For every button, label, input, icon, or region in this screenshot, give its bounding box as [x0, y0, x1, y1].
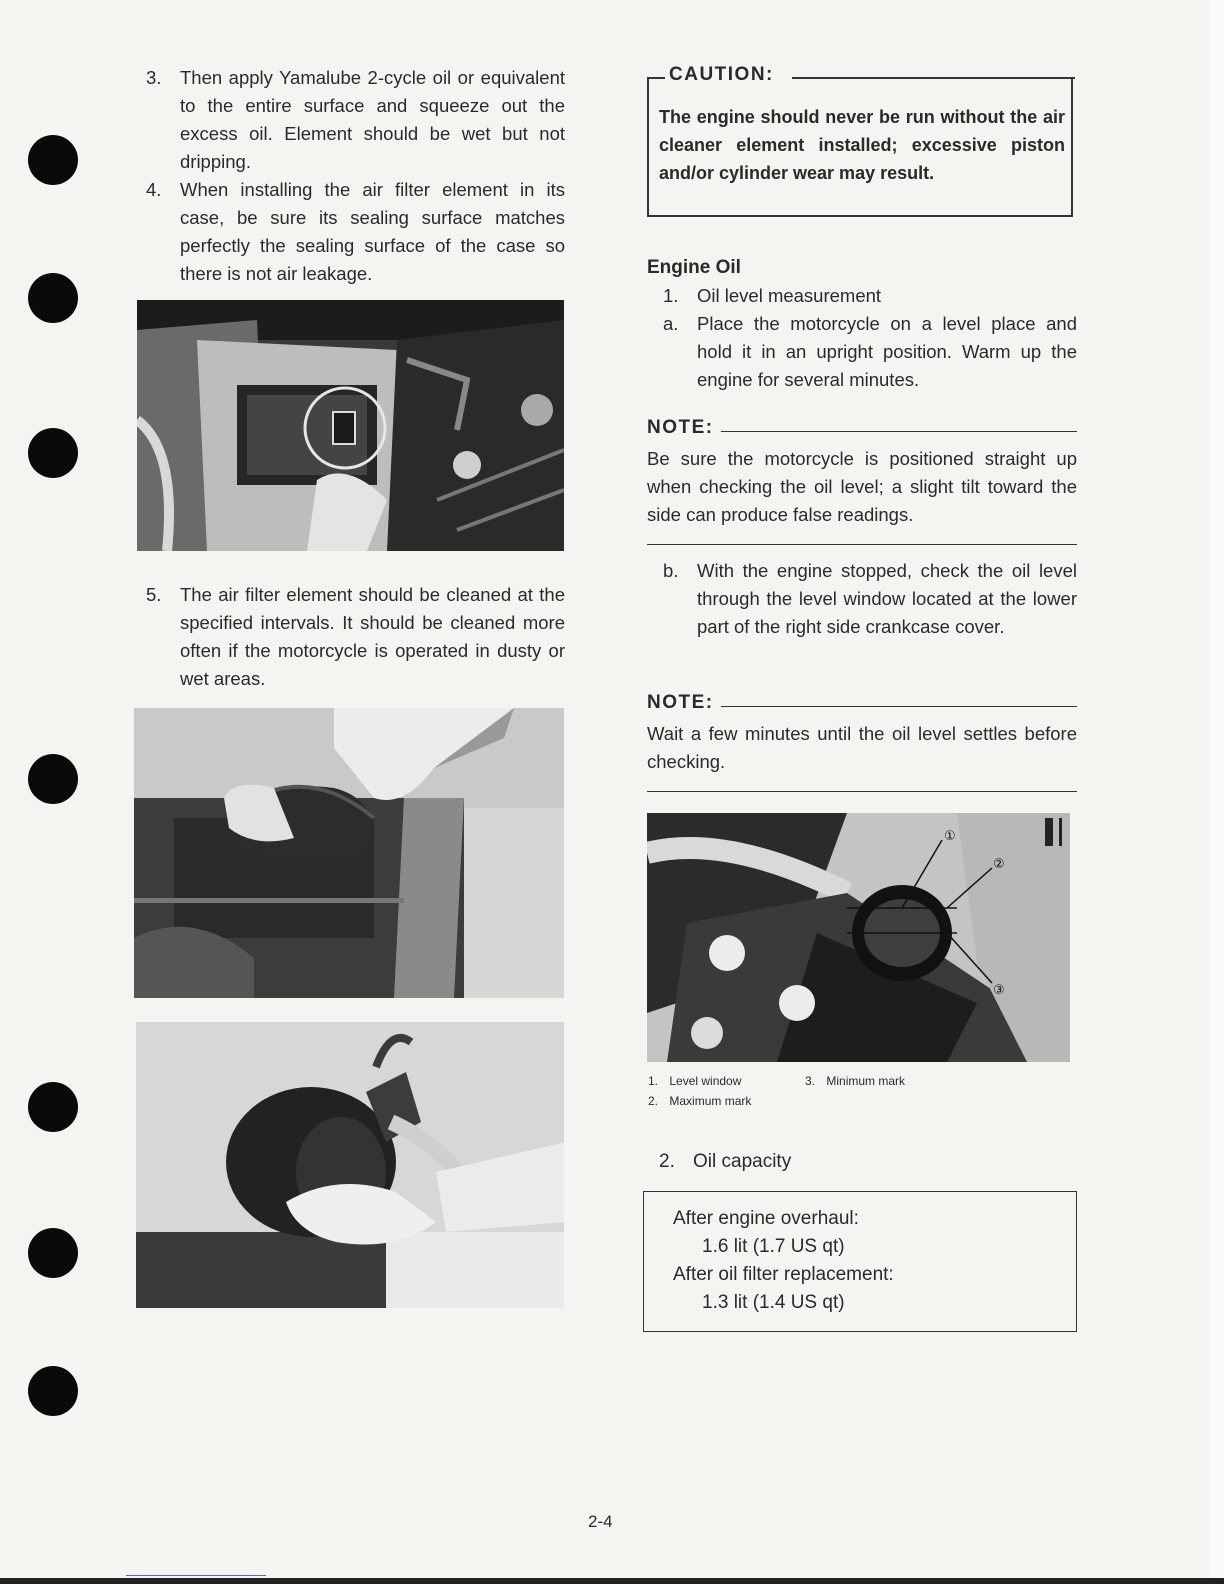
step-text: The air filter element should be cleaned at the specified intervals. It should be cleaned more often if the motorcycle is operated in dusty or wet areas.	[180, 584, 565, 689]
binder-hole	[28, 135, 78, 185]
step-3	[146, 64, 565, 176]
step-text: Then apply Yamalube 2-cycle oil or equivalent to the entire surface and squeeze out the excess oil. Element should be wet but not dripping.	[180, 67, 565, 172]
photo-air-filter-installed	[137, 300, 564, 551]
legend-item	[648, 1091, 751, 1111]
step-b-block	[647, 557, 1077, 641]
page-edge	[1210, 0, 1224, 1584]
legend-label: Level window	[669, 1074, 742, 1088]
note-text: Be sure the motorcycle is positioned straight up when checking the oil level; a slight tilt toward the side can produce false readings.	[647, 448, 1077, 525]
page-number: 2-4	[588, 1512, 613, 1531]
bottom-bar	[0, 1578, 1224, 1584]
note-2	[647, 692, 1077, 792]
legend-item	[648, 1071, 751, 1091]
note-end-rule	[647, 791, 1077, 792]
step-number: 2.	[659, 1151, 675, 1172]
step-number: 3.	[146, 67, 162, 88]
figure-legend	[805, 1071, 905, 1091]
legend-number: 2.	[648, 1094, 659, 1108]
engine-oil-heading: Engine Oil	[647, 257, 741, 278]
binder-hole	[28, 1366, 78, 1416]
legend-number: 3.	[805, 1074, 816, 1088]
legend-number: 1.	[648, 1074, 659, 1088]
callout-3: ③	[993, 983, 1005, 998]
callout-2: ②	[993, 857, 1005, 872]
step-2	[659, 1148, 959, 1176]
caution-box	[647, 77, 1073, 217]
photo-squeezing-filter	[134, 708, 564, 998]
legend-label: Maximum mark	[669, 1094, 752, 1108]
legend-item	[805, 1071, 905, 1091]
step-text: Oil capacity	[693, 1151, 792, 1172]
binder-hole	[28, 428, 78, 478]
capacity-label: After engine overhaul:	[673, 1208, 859, 1229]
step-text: When installing the air filter element in its case, be sure its sealing surface matches perfectly the sealing surface of the case so there is not air leakage.	[180, 179, 565, 284]
step-5	[146, 581, 565, 693]
oil-capacity-box	[643, 1191, 1077, 1332]
oil-capacity-step	[659, 1148, 959, 1176]
note-title: NOTE:	[647, 417, 718, 439]
step-text: With the engine stopped, check the oil level through the level window located at the lower part of the right side crankcase cover.	[697, 560, 1077, 637]
note-title: NOTE:	[647, 692, 718, 714]
step-text: Oil level measurement	[697, 285, 882, 306]
capacity-value: 1.6 lit (1.7 US qt)	[702, 1236, 845, 1257]
step-b	[663, 557, 1077, 641]
note-text: Wait a few minutes until the oil level settles before checking.	[647, 723, 1077, 772]
note-rule	[721, 431, 1077, 432]
capacity-value: 1.3 lit (1.4 US qt)	[702, 1292, 845, 1313]
caution-title: CAUTION:	[669, 64, 774, 85]
left-column-upper	[146, 64, 565, 288]
binder-hole	[28, 273, 78, 323]
step-number: 1.	[663, 285, 679, 306]
binder-hole	[28, 754, 78, 804]
callout-1: ①	[944, 829, 956, 844]
step-number: a.	[663, 313, 679, 334]
photo-oiling-filter	[136, 1022, 564, 1308]
step-1	[663, 282, 1077, 310]
figure-legend	[648, 1071, 751, 1111]
step-number: b.	[663, 560, 679, 581]
step-text: Place the motorcycle on a level place and hold it in an upright position. Warm up the engine for several minutes.	[697, 313, 1077, 390]
binder-hole	[28, 1082, 78, 1132]
left-column-middle	[146, 581, 565, 693]
step-4	[146, 176, 565, 288]
note-end-rule	[647, 544, 1077, 545]
legend-label: Minimum mark	[826, 1074, 906, 1088]
caution-text: The engine should never be run without the air cleaner element installed; excessive piston and/or cylinder wear may result.	[659, 107, 1065, 183]
capacity-label: After oil filter replacement:	[673, 1264, 894, 1285]
binder-hole	[28, 1228, 78, 1278]
note-rule	[721, 706, 1077, 707]
step-number: 4.	[146, 179, 162, 200]
note-1	[647, 417, 1077, 545]
photo-oil-level-window	[647, 813, 1070, 1062]
engine-oil-section	[647, 254, 1077, 394]
bottom-link-line	[126, 1575, 266, 1576]
step-number: 5.	[146, 584, 162, 605]
step-a	[663, 310, 1077, 394]
